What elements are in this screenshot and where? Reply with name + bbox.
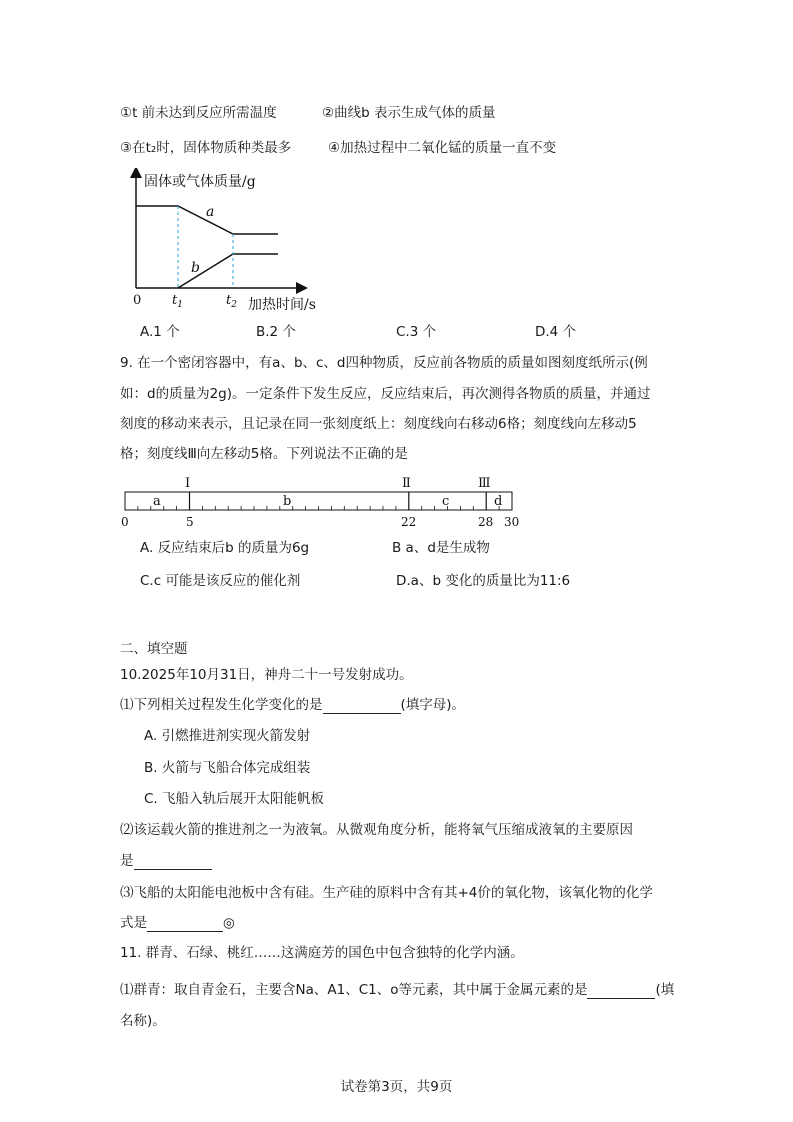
q11-part-1-line-2: 名称)。 <box>120 1013 166 1029</box>
q9-stem-line-2: 如：d的质量为2g)。一定条件下发生反应，反应结束后，再次测得各物质的质量，并通过 <box>120 386 651 402</box>
q9-option-c: C.c 可能是该反应的催化剂 <box>140 573 301 589</box>
q8-mass-time-graph <box>120 168 360 316</box>
q11-part-1-answer-blank[interactable] <box>587 984 655 999</box>
q10-part-3-line-2 <box>120 914 235 932</box>
q9-stem-line-1: 9. 在一个密闭容器中，有a、b、c、d四种物质，反应前各物质的质量如图刻度纸所示(例 <box>120 355 648 371</box>
q9-stem-line-3: 刻度的移动来表示，且记录在同一张刻度纸上：刻度线向右移动6格；刻度线向左移动5 <box>120 416 637 432</box>
scale-segment-c: c <box>442 494 450 509</box>
scale-mark-i: Ⅰ <box>185 476 191 491</box>
graph-curve-a-label: a <box>206 204 215 220</box>
scale-segment-d: d <box>494 494 503 509</box>
svg-text:t2 <box>226 293 237 310</box>
q8-statement-2: ②曲线b 表示生成气体的质量 <box>322 105 496 121</box>
q10-part-3-suffix: ◎ <box>223 915 235 931</box>
q11-part-1-text: ⑴群青：取自青金石，主要含Na、A1、C1、o等元素，其中属于金属元素的是 <box>120 982 588 998</box>
graph-t1-label: t <box>172 293 178 308</box>
scale-tick-0: 0 <box>121 515 129 529</box>
q10-part-1-text: ⑴下列相关过程发生化学变化的是 <box>120 697 323 713</box>
q8-option-c: C.3 个 <box>396 324 437 340</box>
scale-segment-a: a <box>153 494 161 509</box>
q9-option-d: D.a、b 变化的质量比为11:6 <box>396 573 571 589</box>
q8-statement-3: ③在t₂时，固体物质种类最多 <box>120 140 292 156</box>
q10-part-2-line-2 <box>120 852 212 870</box>
q11-part-1 <box>120 981 674 999</box>
q9-option-b: B a、d是生成物 <box>392 540 490 556</box>
graph-y-label: 固体或气体质量/g <box>144 174 256 190</box>
q10-part-2-line-1: ⑵该运载火箭的推进剂之一为液氧。从微观角度分析，能将氧气压缩成液氧的主要原因 <box>120 822 633 838</box>
q10-option-a: A. 引燃推进剂实现火箭发射 <box>144 728 311 744</box>
q10-part-1-suffix: (填字母)。 <box>400 697 466 713</box>
scale-segment-b: b <box>283 494 292 509</box>
q8-option-d: D.4 个 <box>535 324 577 340</box>
graph-t2-label: t <box>226 293 232 308</box>
q8-option-b: B.2 个 <box>256 324 296 340</box>
q8-statement-1: ①t 前未达到反应所需温度 <box>120 105 277 121</box>
q9-scale-strip <box>115 472 525 532</box>
q10-stem: 10.2025年10月31日，神舟二十一号发射成功。 <box>120 667 413 683</box>
page-footer: 试卷第3页，共9页 <box>340 1079 453 1095</box>
q9-stem-line-4: 格；刻度线Ⅲ向左移动5格。下列说法不正确的是 <box>120 446 408 462</box>
scale-tick-30: 30 <box>504 515 520 529</box>
scale-tick-22: 22 <box>401 515 417 529</box>
scale-mark-ii: Ⅱ <box>402 476 411 491</box>
q11-stem: 11. 群青、石绿、桃红……这满庭芳的国色中包含独特的化学内涵。 <box>120 945 524 961</box>
q10-part-3-answer-blank[interactable] <box>147 917 223 932</box>
section-heading-fill-in: 二、填空题 <box>120 641 188 657</box>
q10-part-3-text: 式是 <box>120 915 147 931</box>
graph-t1-subscript: 1 <box>177 300 183 310</box>
scale-tick-5: 5 <box>186 515 194 529</box>
graph-curve-b-label: b <box>191 260 200 276</box>
q10-part-1 <box>120 696 465 714</box>
scale-tick-28: 28 <box>478 515 494 529</box>
graph-t2-subscript: 2 <box>231 300 237 310</box>
q8-option-a: A.1 个 <box>140 324 180 340</box>
graph-x-label: 加热时间/s <box>248 297 316 313</box>
graph-origin-label: 0 <box>133 293 142 308</box>
q10-part-1-answer-blank[interactable] <box>323 699 401 714</box>
scale-mark-iii: Ⅲ <box>478 476 491 491</box>
q9-option-a: A. 反应结束后b 的质量为6g <box>140 540 310 556</box>
q10-option-c: C. 飞船入轨后展开太阳能帆板 <box>144 791 325 807</box>
q10-part-2-text: 是 <box>120 853 134 869</box>
q11-part-1-suffix: (填 <box>655 982 675 998</box>
q10-part-2-answer-blank[interactable] <box>134 855 212 870</box>
q10-option-b: B. 火箭与飞船合体完成组装 <box>144 760 311 776</box>
q8-statement-4: ④加热过程中二氧化锰的质量一直不变 <box>328 140 557 156</box>
q10-part-3-line-1: ⑶飞船的太阳能电池板中含有硅。生产硅的原料中含有其+4价的氧化物，该氧化物的化学 <box>120 885 653 901</box>
svg-text:t1 <box>172 293 183 310</box>
